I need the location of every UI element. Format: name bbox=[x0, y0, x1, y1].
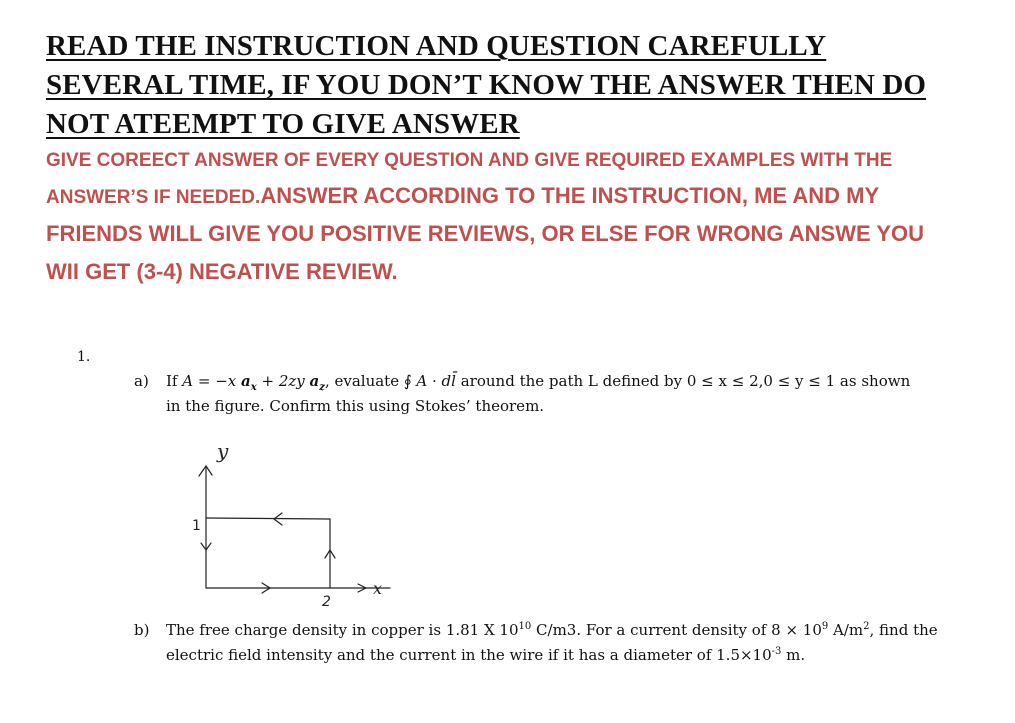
part-b-exp-4: -3 bbox=[771, 646, 782, 657]
part-a-ax-sub: x bbox=[250, 382, 257, 393]
part-b-1d: , find the bbox=[869, 621, 938, 639]
path-figure bbox=[190, 440, 410, 610]
part-a-eq: = −x bbox=[193, 372, 242, 390]
heading-line-2: SEVERAL TIME, IF YOU DON’T KNOW THE ANSWER THEN DO bbox=[46, 69, 927, 101]
instruction-line-2b: ANSWER ACCORDING TO THE INSTRUCTION, ME AND MY bbox=[260, 183, 880, 208]
part-b-label: b) bbox=[134, 621, 150, 639]
part-a-eval: , evaluate ∮ bbox=[324, 372, 412, 390]
one-label: 1 bbox=[192, 518, 201, 534]
two-label: 2 bbox=[322, 594, 331, 610]
instruction-line-1: GIVE COREECT ANSWER OF EVERY QUESTION AND GIVE REQUIRED EXAMPLES WITH THE bbox=[46, 150, 893, 171]
y-label: y bbox=[217, 440, 229, 463]
x-label: x bbox=[373, 579, 383, 598]
part-a-rest: around the path L defined by 0 ≤ x ≤ 2,0 ≤ y ≤ 1 as shown bbox=[460, 372, 911, 390]
part-b-line-2 bbox=[166, 646, 805, 664]
part-b-exp-3: 2 bbox=[863, 621, 870, 632]
part-b-1a: The free charge density in copper is 1.81 X 10 bbox=[166, 621, 519, 639]
heading-line-3: NOT ATEEMPT TO GIVE ANSWER bbox=[46, 108, 520, 140]
path-top-edge bbox=[206, 518, 330, 519]
part-a-line-2: in the figure. Confirm this using Stokes’ theorem. bbox=[166, 397, 545, 415]
question-number: 1. bbox=[77, 349, 91, 365]
part-b-2a: electric field intensity and the current in the wire if it has a diameter of 1.5×10 bbox=[166, 646, 772, 664]
part-a-az-sub: z bbox=[319, 382, 325, 393]
part-b-exp-1: 10 bbox=[518, 621, 532, 632]
part-a-integrand: A · dl̄ bbox=[411, 372, 461, 390]
part-b-1b: C/m3. For a current density of 8 × 10 bbox=[531, 621, 822, 639]
instruction-line-2a: ANSWER’S IF NEEDED. bbox=[46, 187, 261, 208]
part-b-2b: m. bbox=[781, 646, 806, 664]
instruction-line-4: WII GET (3-4) NEGATIVE REVIEW. bbox=[46, 259, 398, 284]
part-a-if: If bbox=[166, 372, 178, 390]
part-a-label: a) bbox=[134, 372, 149, 390]
heading-line-1: READ THE INSTRUCTION AND QUESTION CAREFULLY bbox=[46, 30, 827, 62]
instruction-line-2 bbox=[46, 183, 879, 209]
part-a-line-1 bbox=[166, 372, 910, 393]
part-b-1c: A/m bbox=[828, 621, 864, 639]
instruction-line-3: FRIENDS WILL GIVE YOU POSITIVE REVIEWS, OR ELSE FOR WRONG ANSWE YOU bbox=[46, 221, 925, 246]
part-a-mid: + 2zy bbox=[256, 372, 310, 390]
part-b-line-1 bbox=[166, 621, 938, 639]
part-b-exp-2: 9 bbox=[821, 621, 829, 632]
part-a-var-A: A bbox=[182, 372, 194, 390]
part-a-az: a bbox=[309, 372, 320, 390]
part-a-ax: a bbox=[241, 372, 251, 390]
